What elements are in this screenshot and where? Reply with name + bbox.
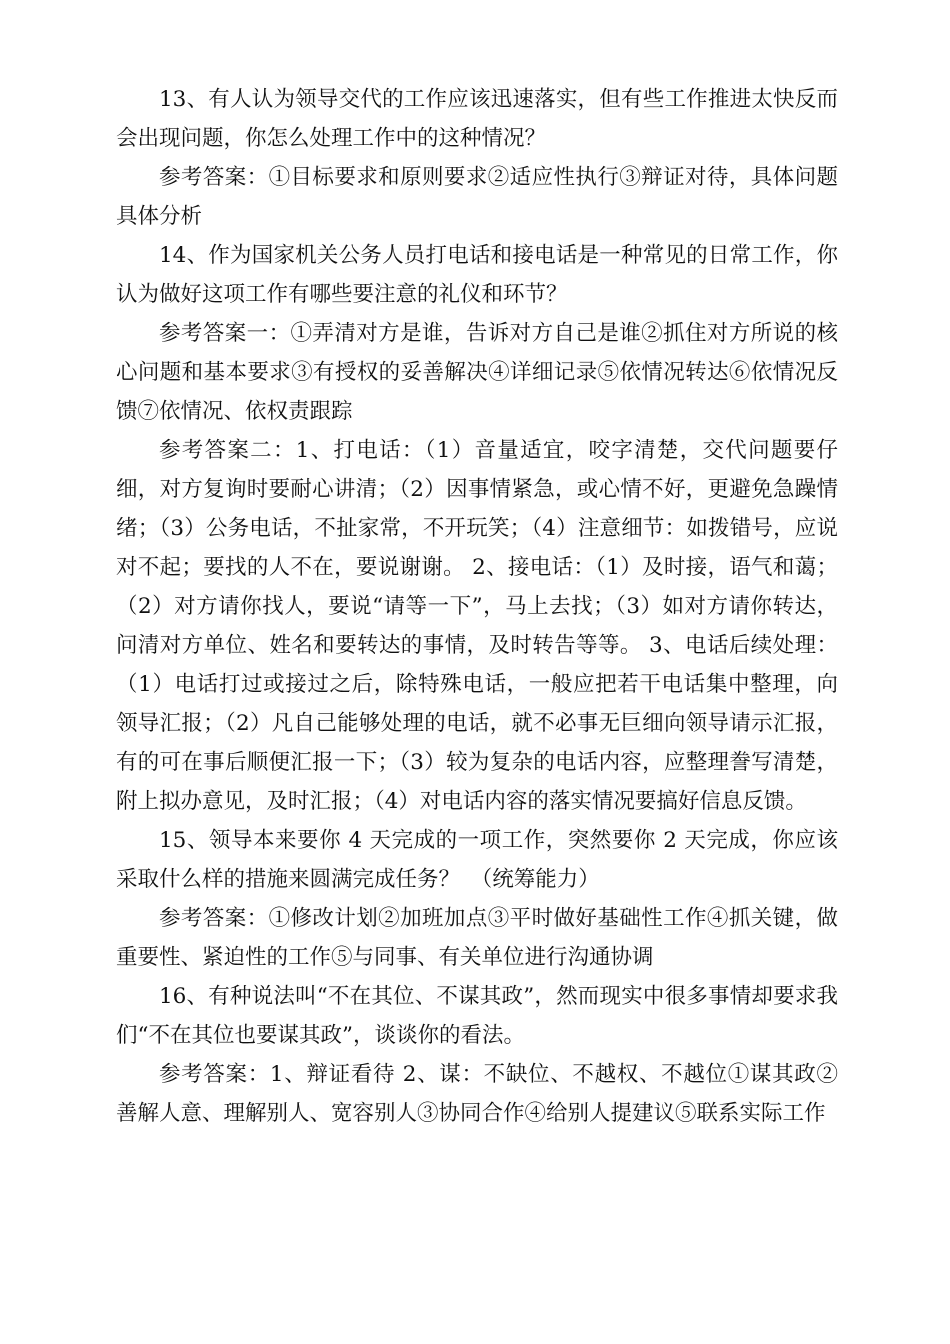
question-13: 13、有人认为领导交代的工作应该迅速落实，但有些工作推进太快反而会出现问题，你怎么处理工作中的这种情况？ — [116, 87, 838, 151]
question-14: 14、作为国家机关公务人员打电话和接电话是一种常见的日常工作，你认为做好这项工作有哪些要注意的礼仪和环节？ — [116, 243, 838, 307]
answer-14-two: 参考答案二：1、打电话：（1）音量适宜，咬字清楚，交代问题要仔细，对方复询时要耐心讲清；（2）因事情紧急，或心情不好，更避免急躁情绪；（3）公务电话，不扯家常，不开玩笑；（4）注意细节：如拨错号，应说对不起；要找的人不在，要说谢谢。 2、接电话：（1）及时接，语气和蔼；（2）对方请你找人，要说“请等一下”，马上去找；（3）如对方请你转达，问清对方单位、姓名和要转达的事情，及时转告等等。 3、电话后续处理：（1）电话打过或接过之后，除特殊电话，一般应把若干电话集中整理，向领导汇报；（2）凡自己能够处理的电话，就不必事无巨细向领导请示汇报，有的可在事后顺便汇报一下；（3）较为复杂的电话内容，应整理誊写清楚，附上拟办意见，及时汇报；（4）对电话内容的落实情况要搞好信息反馈。 — [116, 438, 838, 814]
answer-15: 参考答案：①修改计划②加班加点③平时做好基础性工作④抓关键，做重要性、紧迫性的工作⑤与同事、有关单位进行沟通协调 — [116, 906, 838, 970]
answer-13: 参考答案：①目标要求和原则要求②适应性执行③辩证对待，具体问题具体分析 — [116, 165, 838, 229]
question-15: 15、领导本来要你 4 天完成的一项工作，突然要你 2 天完成，你应该采取什么样的措施来圆满完成任务？ （统筹能力） — [116, 828, 838, 892]
answer-16: 参考答案：1、辩证看待 2、谋：不缺位、不越权、不越位①谋其政②善解人意、理解别人、宽容别人③协同合作④给别人提建议⑤联系实际工作 — [116, 1062, 838, 1126]
question-16: 16、有种说法叫“不在其位、不谋其政”，然而现实中很多事情却要求我们“不在其位也要谋其政”，谈谈你的看法。 — [116, 984, 838, 1048]
document-body — [116, 80, 838, 1133]
answer-14-one: 参考答案一：①弄清对方是谁，告诉对方自己是谁②抓住对方所说的核心问题和基本要求③有授权的妥善解决④详细记录⑤依情况转达⑥依情况反馈⑦依情况、依权责跟踪 — [116, 321, 838, 424]
